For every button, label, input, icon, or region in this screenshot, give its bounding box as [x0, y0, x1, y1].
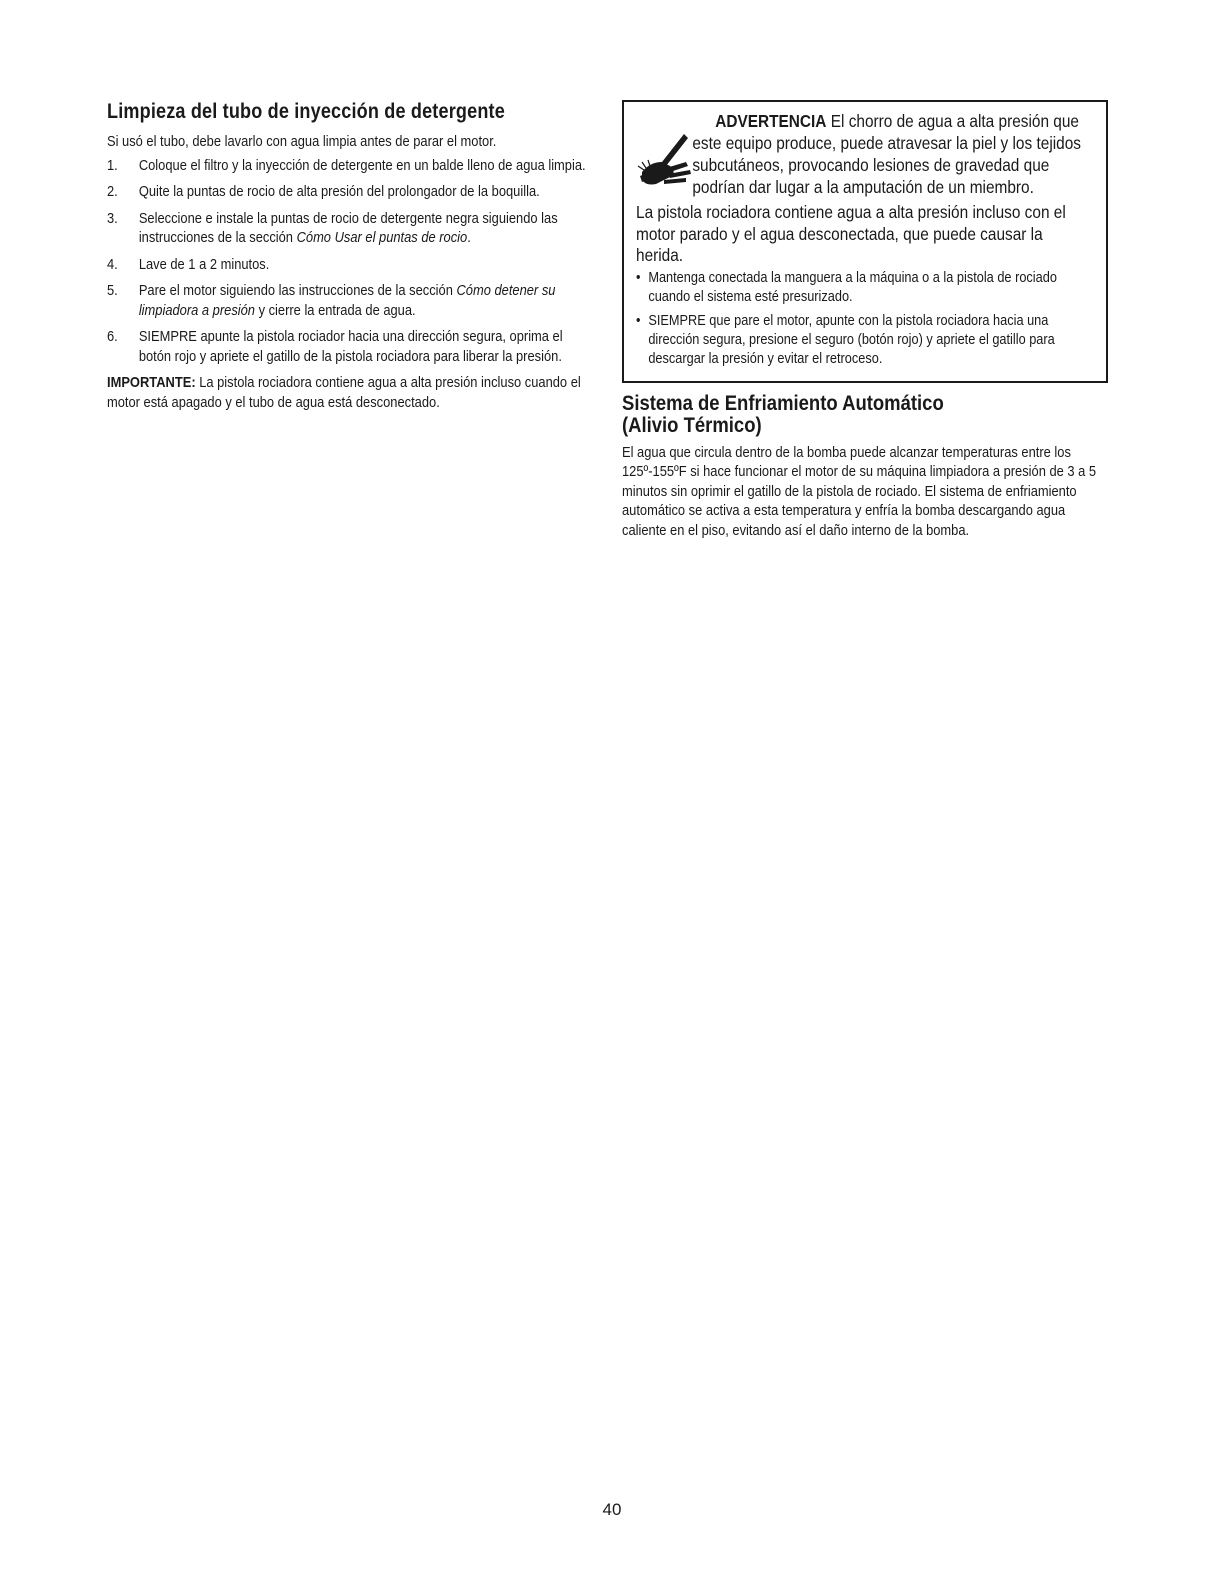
page-number: 40: [602, 1500, 622, 1519]
step-text: [139, 281, 596, 320]
step-number: 6.: [107, 328, 118, 345]
step-text: Quite la puntas de rocio de alta presión del prolongador de la boquilla.: [138, 183, 540, 200]
bullet-dot: •: [636, 269, 641, 286]
warning-lead: [636, 110, 1093, 198]
important-note: [107, 373, 596, 412]
section-title-line: Sistema de Enfriamiento Automático: [622, 391, 944, 415]
warning-lead-text: El chorro de agua a alta presión que este equipo produce, puede atravesar la piel y los tejidos subcutáneos, provocando lesiones de gravedad que podrían dar lugar a la amputación de un miembro.: [692, 111, 1081, 197]
step-number: 2.: [107, 183, 118, 200]
step-text: Lave de 1 a 2 minutos.: [138, 255, 270, 273]
warning-box: [622, 100, 1108, 383]
warning-top: [636, 110, 1096, 198]
warning-bullets: [636, 269, 1096, 369]
list-item: [107, 156, 596, 176]
important-label: IMPORTANTE:: [107, 374, 196, 391]
step-number: 3.: [107, 209, 118, 227]
list-item: [636, 312, 1093, 369]
list-item: [107, 281, 596, 320]
left-column: [107, 100, 597, 412]
step-text-part: Pare el motor siguiendo las instrucciones de la sección: [138, 282, 457, 299]
bullet-text: Mantenga conectada la manguera a la máquina o a la pistola de rociado cuando el sistema esté presurizado.: [648, 269, 1057, 305]
list-item: [636, 269, 1093, 307]
step-number: 4.: [107, 255, 118, 273]
section-reference: Cómo detener su limpiadora a presión: [138, 282, 556, 319]
bullet-text: SIEMPRE que pare el motor, apunte con la pistola rociadora hacia una dirección segura, presione el seguro (botón rojo) y apriete el gatillo para descargar la presión y evitar el retroceso.: [648, 312, 1055, 367]
warning-body: La pistola rociadora contiene agua a alta presión incluso con el motor parado y el agua desconectada, que puede causar la herida.: [636, 202, 1066, 265]
intro-text: Si usó el tubo, debe lavarlo con agua limpia antes de parar el motor.: [107, 133, 497, 150]
warning-header: ADVERTENCIA: [715, 111, 827, 131]
cooling-text: El agua que circula dentro de la bomba puede alcanzar temperaturas entre los 125º-155ºF si hace funcionar el motor de su máquina limpiadora a presión de 3 a 5 minutos sin oprimir el gatillo de la pistola de rociado. El sistema de enfriamiento automático se activa a esta temperatura y enfría la bomba descargando agua caliente en el piso, evitando así el daño interno de la bomba.: [622, 443, 1097, 539]
step-number: 1.: [107, 156, 118, 174]
list-item: [107, 327, 596, 366]
bullet-dot: •: [636, 312, 641, 329]
section-title-cooling: [622, 393, 1050, 437]
list-item: [107, 209, 596, 248]
section-reference: Cómo Usar el puntas de rocio: [296, 229, 468, 246]
step-text: SIEMPRE apunte la pistola rociador hacia una dirección segura, oprima el botón rojo y apriete el gatillo de la pistola rociadora para liberar la presión.: [138, 328, 563, 365]
steps-list: [107, 156, 596, 367]
step-text-part: .: [467, 229, 471, 246]
step-text: [139, 209, 596, 248]
section-title-line: (Alivio Térmico): [622, 413, 762, 437]
step-text-part: Seleccione e instale la puntas de rocio de detergente negra siguiendo las instrucciones de la sección: [138, 209, 558, 246]
right-column: [622, 100, 1108, 540]
section-title-detergent-tube: Limpieza del tubo de inyección de detergente: [107, 100, 505, 123]
step-number: 5.: [107, 282, 118, 299]
list-item: [107, 182, 596, 202]
section-body: [107, 132, 596, 412]
step-text-part: y cierre la entrada de agua.: [254, 301, 416, 319]
list-item: [107, 255, 596, 275]
important-text: La pistola rociadora contiene agua a alta presión incluso cuando el motor está apagado y el tubo de agua está desconectado.: [107, 374, 581, 411]
step-text: Coloque el filtro y la inyección de detergente en un balde lleno de agua limpia.: [138, 156, 586, 174]
